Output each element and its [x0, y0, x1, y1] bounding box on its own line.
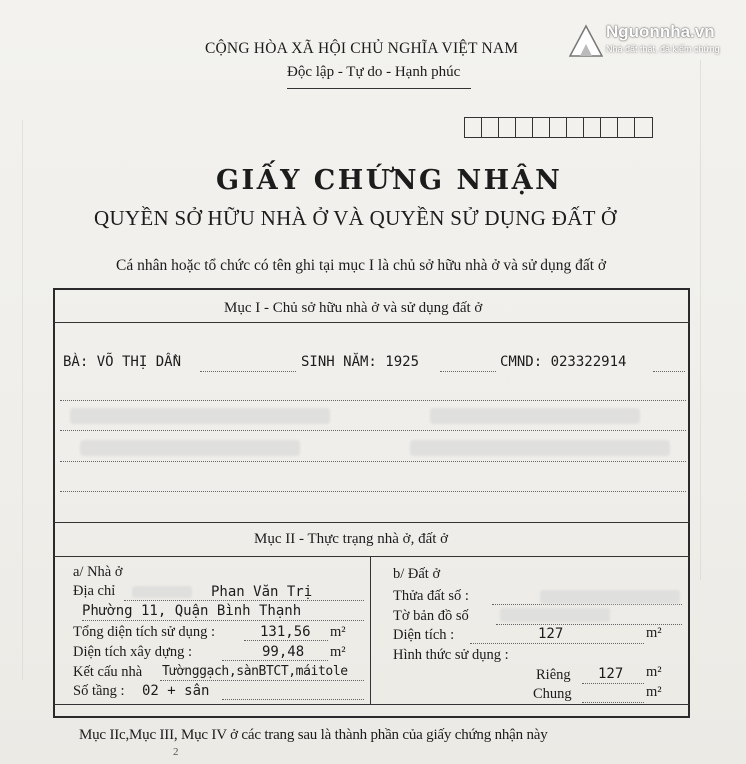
section1-divider [53, 322, 690, 323]
page-number: 2 [173, 746, 179, 758]
house-address-label: Địa chỉ [73, 583, 116, 599]
redacted-text [410, 440, 670, 456]
dotted-rule [124, 600, 364, 601]
dotted-rule [492, 604, 682, 605]
section2-end-divider [53, 704, 690, 705]
dotted-rule [82, 620, 364, 621]
redacted-text [500, 608, 610, 622]
parcel-label: Thửa đất số : [393, 588, 469, 604]
dotted-rule [440, 371, 496, 372]
land-use-label: Hình thức sử dụng : [393, 647, 509, 663]
dotted-rule [244, 640, 328, 641]
dotted-rule [60, 400, 686, 401]
section2-column-divider [370, 556, 371, 704]
structure-label: Kết cấu nhà [73, 664, 143, 680]
dotted-rule [60, 491, 686, 492]
watermark-logo [566, 20, 736, 62]
land-area-label: Diện tích : [393, 627, 455, 643]
private-use-value: 127 [598, 666, 624, 682]
house-title: a/ Nhà ở [73, 564, 123, 580]
dotted-rule [200, 371, 296, 372]
build-area-label: Diện tích xây dựng : [73, 644, 193, 660]
dotted-rule [160, 680, 364, 681]
section1-heading: Mục I - Chủ sở hữu nhà ở và sử dụng đất ở [224, 300, 483, 316]
land-area-unit: m² [646, 625, 662, 641]
motto: Độc lập - Tự do - Hạnh phúc [287, 64, 461, 80]
land-title: b/ Đất ở [393, 566, 441, 582]
floors-value: 02 + sân [142, 683, 210, 699]
redacted-text [430, 408, 640, 424]
owner-birth-year: SINH NĂM: 1925 [301, 354, 420, 370]
shared-use-unit: m² [646, 684, 662, 700]
footer-note: Mục IIc,Mục III, Mục IV ở các trang sau là thành phần của giấy chứng nhận này [79, 727, 548, 743]
certificate-title: GIẤY CHỨNG NHẬN [216, 165, 563, 196]
show-through-line [700, 60, 701, 580]
shared-use-label: Chung [533, 686, 572, 702]
motto-underline [287, 88, 471, 89]
redacted-text [80, 440, 300, 456]
private-use-unit: m² [646, 664, 662, 680]
dotted-rule [60, 461, 686, 462]
section2-heading: Mục II - Thực trạng nhà ở, đất ở [254, 531, 449, 547]
map-sheet-label: Tờ bản đồ số [393, 608, 469, 624]
certificate-subtitle: QUYỀN SỞ HỮU NHÀ Ở VÀ QUYỀN SỬ DỤNG ĐẤT Ở [94, 206, 617, 230]
dotted-rule [222, 699, 364, 700]
serial-box [584, 118, 601, 137]
serial-box [567, 118, 584, 137]
section2-top-divider [53, 522, 690, 523]
house-address-street: Phan Văn Trị [211, 584, 313, 600]
private-use-label: Riêng [536, 667, 571, 683]
floors-label: Số tầng : [73, 683, 125, 699]
total-area-value: 131,56 [260, 624, 311, 640]
dotted-rule [582, 683, 644, 684]
serial-box [465, 118, 482, 137]
serial-box [482, 118, 499, 137]
land-area-value: 127 [538, 626, 564, 642]
serial-box [499, 118, 516, 137]
build-area-value: 99,48 [262, 644, 305, 660]
nation-heading: CỘNG HÒA XÃ HỘI CHỦ NGHĨA VIỆT NAM [205, 40, 519, 57]
dotted-rule [582, 702, 644, 703]
redacted-text [70, 408, 330, 424]
watermark-tagline: Nhà đất thật, đã kiểm chứng [606, 44, 720, 54]
serial-box [550, 118, 567, 137]
section2-bottom-divider [53, 556, 690, 557]
serial-number-boxes [464, 117, 653, 138]
serial-box [635, 118, 652, 137]
serial-box [618, 118, 635, 137]
intro-text: Cá nhân hoặc tổ chức có tên ghi tại mục I là chủ sở hữu nhà ở và sử dụng đất ở [116, 257, 607, 274]
watermark-brand: Nguonnha.vn [606, 22, 715, 41]
build-area-unit: m² [330, 644, 346, 660]
redacted-text [540, 590, 680, 604]
dotted-rule [470, 643, 644, 644]
owner-name: BÀ: VÕ THỊ DẦN [63, 354, 182, 370]
serial-box [516, 118, 533, 137]
dotted-rule [222, 660, 328, 661]
structure-value: Tườnggạch,sànBTCT,máitole [162, 664, 348, 679]
show-through-line [22, 120, 23, 680]
house-ward-district: Phường 11, Quận Bình Thạnh [82, 603, 302, 619]
total-area-unit: m² [330, 624, 346, 640]
house-logo-icon [566, 20, 606, 60]
dotted-rule [653, 371, 685, 372]
serial-box [533, 118, 550, 137]
redacted-text [132, 586, 192, 598]
total-area-label: Tổng diện tích sử dụng : [73, 624, 215, 640]
serial-box [601, 118, 618, 137]
dotted-rule [60, 430, 686, 431]
owner-id-number: CMND: 023322914 [500, 354, 627, 370]
